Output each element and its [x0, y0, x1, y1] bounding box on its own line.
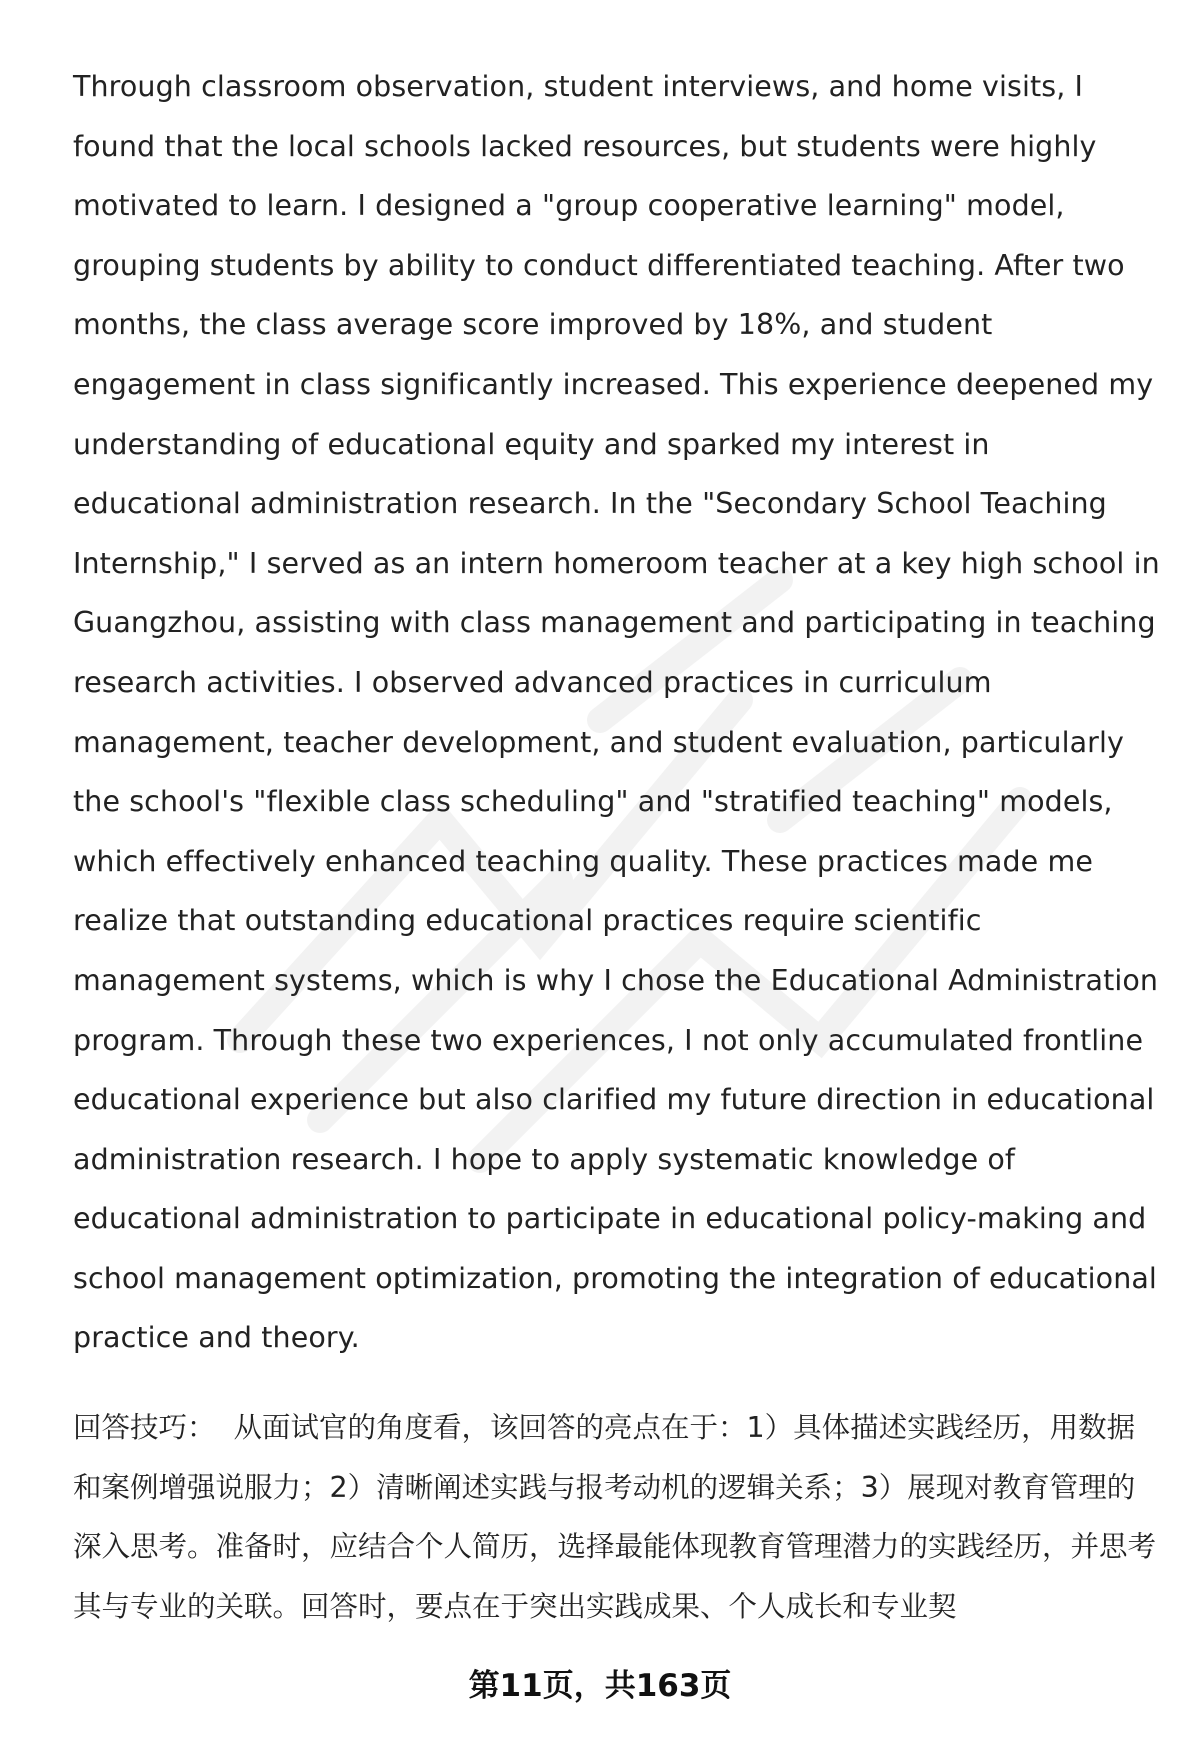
- page-number-footer: 第11页，共163页: [468, 1668, 732, 1704]
- body-paragraph: Through classroom observation, student interviews, and home visits, I found that the local schools lacked resources, but students were highly motivated to learn. I designed a "group cooperative learning" model, grouping students by ability to conduct differentiated teaching. After two months, the class average score improved by 18%, and student engagement in class significantly increased. This experience deepened my understanding of educational equity and sparked my interest in educational administration research. In the "Secondary School Teaching Internship," I served as an intern homeroom teacher at a key high school in Guangzhou, assisting with class management and participating in teaching research activities. I observed advanced practices in curriculum management, teacher development, and student evaluation, particularly the school's "flexible class scheduling" and "stratified teaching" models, which effectively enhanced teaching quality. These practices made me realize that outstanding educational practices require scientific management systems, which is why I chose the Educational Administration program. Through these two experiences, I not only accumulated frontline educational experience but also clarified my future direction in educational administration research. I hope to apply systematic knowledge of educational administration to participate in educational policy-making and school management optimization, promoting the integration of educational practice and theory.: [73, 70, 1160, 1355]
- answer-tips-paragraph: [73, 1398, 1163, 1636]
- answer-tips-label: 回答技巧：: [73, 1411, 216, 1444]
- answer-tips-text: 从面试官的角度看，该回答的亮点在于：1）具体描述实践经历，用数据和案例增强说服力；2）清晰阐述实践与报考动机的逻辑关系；3）展现对教育管理的深入思考。准备时，应结合个人简历，选择最能体现教育管理潜力的实践经历，并思考其与专业的关联。回答时，要点在于突出实践成果、个人成长和专业契: [73, 1411, 1157, 1623]
